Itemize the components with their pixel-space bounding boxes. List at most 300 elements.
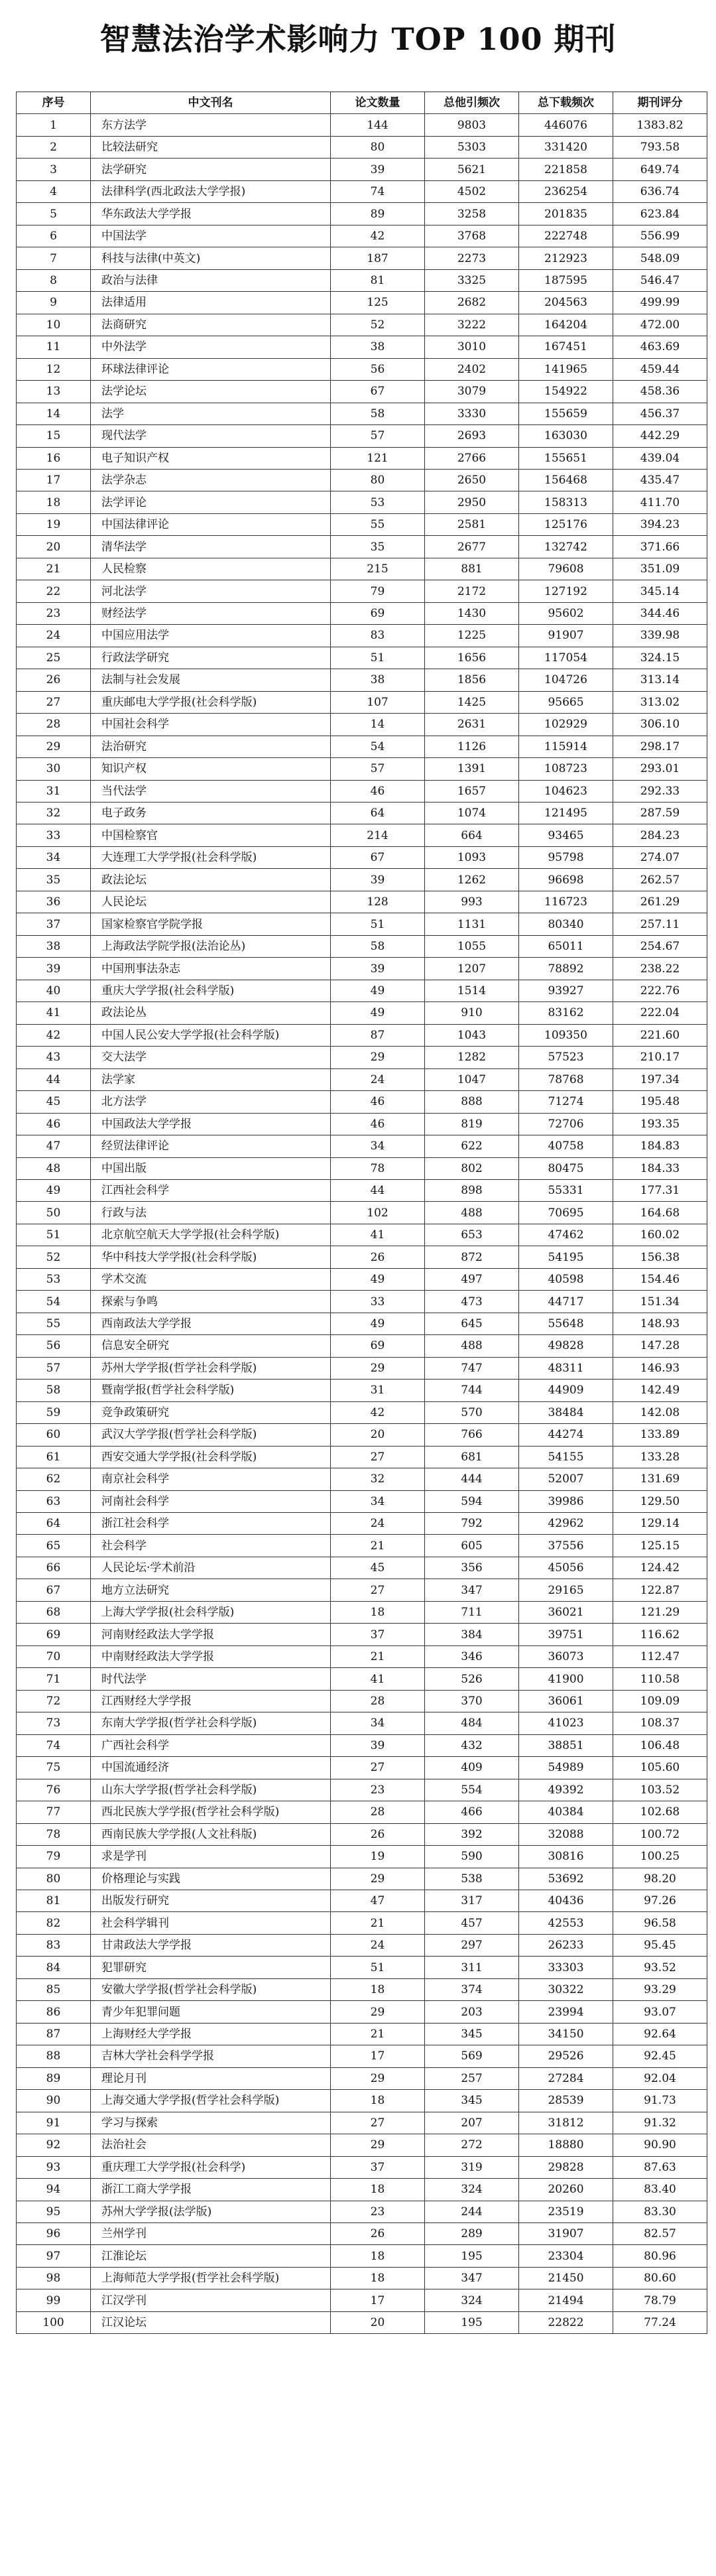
paper-count-cell: 17 bbox=[331, 2289, 425, 2311]
journal-name-cell: 法律科学(西北政法大学学报) bbox=[91, 180, 331, 202]
table-row bbox=[17, 2023, 707, 2045]
score-cell: 109.09 bbox=[613, 1690, 707, 1712]
journal-name-cell: 求是学刊 bbox=[91, 1846, 331, 1868]
citation-count-cell: 2693 bbox=[425, 425, 519, 447]
citation-count-cell: 319 bbox=[425, 2156, 519, 2178]
download-count-cell: 33303 bbox=[519, 1957, 613, 1978]
table-row bbox=[17, 513, 707, 535]
journal-name-cell: 中国刑事法杂志 bbox=[91, 958, 331, 980]
table-row bbox=[17, 1401, 707, 1423]
paper-count-cell: 53 bbox=[331, 491, 425, 513]
rank-cell: 54 bbox=[17, 1291, 91, 1313]
journal-name-cell: 中国人民公安大学学报(社会科学版) bbox=[91, 1024, 331, 1046]
score-cell: 131.69 bbox=[613, 1468, 707, 1490]
score-cell: 254.67 bbox=[613, 935, 707, 957]
rank-cell: 29 bbox=[17, 736, 91, 757]
table-row bbox=[17, 1535, 707, 1557]
score-cell: 156.38 bbox=[613, 1246, 707, 1268]
journal-name-cell: 探索与争鸣 bbox=[91, 1291, 331, 1313]
download-count-cell: 40598 bbox=[519, 1268, 613, 1290]
score-cell: 93.07 bbox=[613, 2001, 707, 2023]
journal-name-cell: 中国法律评论 bbox=[91, 513, 331, 535]
rank-cell: 49 bbox=[17, 1179, 91, 1201]
journal-name-cell: 法学研究 bbox=[91, 159, 331, 180]
citation-count-cell: 346 bbox=[425, 1645, 519, 1667]
paper-count-cell: 27 bbox=[331, 2112, 425, 2134]
citation-count-cell: 2631 bbox=[425, 714, 519, 736]
download-count-cell: 39751 bbox=[519, 1624, 613, 1645]
score-cell: 93.29 bbox=[613, 1978, 707, 2000]
table-row bbox=[17, 1446, 707, 1468]
citation-count-cell: 3768 bbox=[425, 225, 519, 247]
rank-cell: 15 bbox=[17, 425, 91, 447]
score-cell: 122.87 bbox=[613, 1579, 707, 1601]
citation-count-cell: 3222 bbox=[425, 314, 519, 336]
citation-count-cell: 1856 bbox=[425, 669, 519, 691]
paper-count-cell: 80 bbox=[331, 136, 425, 158]
journal-name-cell: 北京航空航天大学学报(社会科学版) bbox=[91, 1224, 331, 1246]
citation-count-cell: 311 bbox=[425, 1957, 519, 1978]
download-count-cell: 72706 bbox=[519, 1113, 613, 1135]
column-header-downloads: 总下载频次 bbox=[519, 92, 613, 114]
score-cell: 95.45 bbox=[613, 1934, 707, 1956]
journal-name-cell: 出版发行研究 bbox=[91, 1890, 331, 1911]
paper-count-cell: 19 bbox=[331, 1846, 425, 1868]
journal-name-cell: 法学家 bbox=[91, 1068, 331, 1090]
score-cell: 210.17 bbox=[613, 1047, 707, 1068]
score-cell: 238.22 bbox=[613, 958, 707, 980]
journal-name-cell: 江汉学刊 bbox=[91, 2289, 331, 2311]
journal-name-cell: 河南财经政法大学学报 bbox=[91, 1624, 331, 1645]
citation-count-cell: 356 bbox=[425, 1557, 519, 1578]
paper-count-cell: 46 bbox=[331, 780, 425, 802]
rank-cell: 18 bbox=[17, 491, 91, 513]
rank-cell: 51 bbox=[17, 1224, 91, 1246]
score-cell: 292.33 bbox=[613, 780, 707, 802]
score-cell: 116.62 bbox=[613, 1624, 707, 1645]
table-row bbox=[17, 2179, 707, 2201]
journal-name-cell: 人民论坛 bbox=[91, 891, 331, 913]
table-row bbox=[17, 247, 707, 269]
journal-name-cell: 中国社会科学 bbox=[91, 714, 331, 736]
journal-name-cell: 社会科学辑刊 bbox=[91, 1912, 331, 1934]
citation-count-cell: 347 bbox=[425, 1579, 519, 1601]
download-count-cell: 21494 bbox=[519, 2289, 613, 2311]
table-row bbox=[17, 1268, 707, 1290]
table-row bbox=[17, 469, 707, 491]
journal-name-cell: 南京社会科学 bbox=[91, 1468, 331, 1490]
table-row bbox=[17, 846, 707, 868]
score-cell: 261.29 bbox=[613, 891, 707, 913]
paper-count-cell: 64 bbox=[331, 803, 425, 824]
rank-cell: 64 bbox=[17, 1513, 91, 1535]
download-count-cell: 31907 bbox=[519, 2223, 613, 2245]
citation-count-cell: 872 bbox=[425, 1246, 519, 1268]
paper-count-cell: 35 bbox=[331, 536, 425, 558]
score-cell: 439.04 bbox=[613, 447, 707, 469]
table-row bbox=[17, 2090, 707, 2112]
journal-name-cell: 江汉论坛 bbox=[91, 2311, 331, 2333]
table-row bbox=[17, 1978, 707, 2000]
score-cell: 164.68 bbox=[613, 1202, 707, 1224]
download-count-cell: 45056 bbox=[519, 1557, 613, 1578]
download-count-cell: 41900 bbox=[519, 1668, 613, 1690]
score-cell: 93.52 bbox=[613, 1957, 707, 1978]
paper-count-cell: 41 bbox=[331, 1224, 425, 1246]
table-row bbox=[17, 1868, 707, 1890]
score-cell: 151.34 bbox=[613, 1291, 707, 1313]
rank-cell: 39 bbox=[17, 958, 91, 980]
rank-cell: 91 bbox=[17, 2112, 91, 2134]
download-count-cell: 141965 bbox=[519, 358, 613, 380]
journal-name-cell: 人民论坛·学术前沿 bbox=[91, 1557, 331, 1578]
paper-count-cell: 78 bbox=[331, 1157, 425, 1179]
paper-count-cell: 24 bbox=[331, 1068, 425, 1090]
paper-count-cell: 29 bbox=[331, 1357, 425, 1379]
journal-name-cell: 政法论坛 bbox=[91, 869, 331, 891]
paper-count-cell: 29 bbox=[331, 2001, 425, 2023]
table-row bbox=[17, 980, 707, 1001]
citation-count-cell: 5621 bbox=[425, 159, 519, 180]
journal-name-cell: 中国出版 bbox=[91, 1157, 331, 1179]
score-cell: 623.84 bbox=[613, 203, 707, 225]
journal-name-cell: 西北民族大学学报(哲学社会科学版) bbox=[91, 1801, 331, 1823]
table-row bbox=[17, 580, 707, 602]
rank-cell: 22 bbox=[17, 580, 91, 602]
download-count-cell: 158313 bbox=[519, 491, 613, 513]
rank-cell: 71 bbox=[17, 1668, 91, 1690]
journal-name-cell: 政治与法律 bbox=[91, 269, 331, 291]
download-count-cell: 40758 bbox=[519, 1135, 613, 1157]
table-row bbox=[17, 647, 707, 669]
journal-name-cell: 法律适用 bbox=[91, 292, 331, 314]
table-row bbox=[17, 1579, 707, 1601]
score-cell: 177.31 bbox=[613, 1179, 707, 1201]
score-cell: 1383.82 bbox=[613, 114, 707, 136]
citation-count-cell: 384 bbox=[425, 1624, 519, 1645]
citation-count-cell: 1262 bbox=[425, 869, 519, 891]
rank-cell: 2 bbox=[17, 136, 91, 158]
rank-cell: 35 bbox=[17, 869, 91, 891]
score-cell: 284.23 bbox=[613, 824, 707, 846]
journal-name-cell: 上海财经大学学报 bbox=[91, 2023, 331, 2045]
download-count-cell: 80340 bbox=[519, 913, 613, 935]
citation-count-cell: 1055 bbox=[425, 935, 519, 957]
score-cell: 92.04 bbox=[613, 2067, 707, 2089]
rank-cell: 50 bbox=[17, 1202, 91, 1224]
citation-count-cell: 1126 bbox=[425, 736, 519, 757]
citation-count-cell: 3325 bbox=[425, 269, 519, 291]
score-cell: 80.60 bbox=[613, 2267, 707, 2289]
download-count-cell: 54155 bbox=[519, 1446, 613, 1468]
table-row bbox=[17, 2156, 707, 2178]
paper-count-cell: 67 bbox=[331, 846, 425, 868]
table-row bbox=[17, 1224, 707, 1246]
score-cell: 83.30 bbox=[613, 2201, 707, 2222]
paper-count-cell: 46 bbox=[331, 1091, 425, 1113]
paper-count-cell: 20 bbox=[331, 1424, 425, 1446]
table-row bbox=[17, 2267, 707, 2289]
score-cell: 154.46 bbox=[613, 1268, 707, 1290]
score-cell: 193.35 bbox=[613, 1113, 707, 1135]
journal-name-cell: 地方立法研究 bbox=[91, 1579, 331, 1601]
download-count-cell: 108723 bbox=[519, 758, 613, 780]
rank-cell: 65 bbox=[17, 1535, 91, 1557]
score-cell: 160.02 bbox=[613, 1224, 707, 1246]
citation-count-cell: 526 bbox=[425, 1668, 519, 1690]
download-count-cell: 96698 bbox=[519, 869, 613, 891]
journal-name-cell: 江淮论坛 bbox=[91, 2245, 331, 2267]
citation-count-cell: 3010 bbox=[425, 336, 519, 358]
rank-cell: 95 bbox=[17, 2201, 91, 2222]
score-cell: 221.60 bbox=[613, 1024, 707, 1046]
download-count-cell: 52007 bbox=[519, 1468, 613, 1490]
journal-name-cell: 江西社会科学 bbox=[91, 1179, 331, 1201]
paper-count-cell: 87 bbox=[331, 1024, 425, 1046]
paper-count-cell: 17 bbox=[331, 2045, 425, 2067]
citation-count-cell: 1207 bbox=[425, 958, 519, 980]
rank-cell: 67 bbox=[17, 1579, 91, 1601]
paper-count-cell: 128 bbox=[331, 891, 425, 913]
score-cell: 306.10 bbox=[613, 714, 707, 736]
score-cell: 287.59 bbox=[613, 803, 707, 824]
column-header-score: 期刊评分 bbox=[613, 92, 707, 114]
download-count-cell: 95602 bbox=[519, 602, 613, 624]
paper-count-cell: 26 bbox=[331, 1823, 425, 1845]
rank-cell: 27 bbox=[17, 691, 91, 713]
citation-count-cell: 370 bbox=[425, 1690, 519, 1712]
score-cell: 195.48 bbox=[613, 1091, 707, 1113]
rank-cell: 96 bbox=[17, 2223, 91, 2245]
table-row bbox=[17, 1624, 707, 1645]
journal-name-cell: 西安交通大学学报(社会科学版) bbox=[91, 1446, 331, 1468]
rank-cell: 30 bbox=[17, 758, 91, 780]
table-row bbox=[17, 958, 707, 980]
download-count-cell: 80475 bbox=[519, 1157, 613, 1179]
download-count-cell: 222748 bbox=[519, 225, 613, 247]
score-cell: 91.32 bbox=[613, 2112, 707, 2134]
citation-count-cell: 622 bbox=[425, 1135, 519, 1157]
citation-count-cell: 484 bbox=[425, 1712, 519, 1734]
journal-name-cell: 华东政法大学学报 bbox=[91, 203, 331, 225]
rank-cell: 77 bbox=[17, 1801, 91, 1823]
journal-name-cell: 东南大学学报(哲学社会科学版) bbox=[91, 1712, 331, 1734]
download-count-cell: 30322 bbox=[519, 1978, 613, 2000]
table-row bbox=[17, 2067, 707, 2089]
score-cell: 92.45 bbox=[613, 2045, 707, 2067]
score-cell: 91.73 bbox=[613, 2090, 707, 2112]
rank-cell: 8 bbox=[17, 269, 91, 291]
citation-count-cell: 2402 bbox=[425, 358, 519, 380]
journal-name-cell: 法治研究 bbox=[91, 736, 331, 757]
paper-count-cell: 26 bbox=[331, 2223, 425, 2245]
citation-count-cell: 2172 bbox=[425, 580, 519, 602]
table-row bbox=[17, 1291, 707, 1313]
paper-count-cell: 29 bbox=[331, 1047, 425, 1068]
paper-count-cell: 46 bbox=[331, 1113, 425, 1135]
table-row bbox=[17, 136, 707, 158]
rank-cell: 89 bbox=[17, 2067, 91, 2089]
download-count-cell: 54195 bbox=[519, 1246, 613, 1268]
rank-cell: 46 bbox=[17, 1113, 91, 1135]
table-row bbox=[17, 1757, 707, 1779]
download-count-cell: 201835 bbox=[519, 203, 613, 225]
download-count-cell: 40384 bbox=[519, 1801, 613, 1823]
download-count-cell: 104726 bbox=[519, 669, 613, 691]
rank-cell: 84 bbox=[17, 1957, 91, 1978]
download-count-cell: 164204 bbox=[519, 314, 613, 336]
score-cell: 344.46 bbox=[613, 602, 707, 624]
journal-name-cell: 时代法学 bbox=[91, 1668, 331, 1690]
score-cell: 442.29 bbox=[613, 425, 707, 447]
citation-count-cell: 324 bbox=[425, 2289, 519, 2311]
paper-count-cell: 26 bbox=[331, 1246, 425, 1268]
rank-cell: 38 bbox=[17, 935, 91, 957]
table-row bbox=[17, 2045, 707, 2067]
table-row bbox=[17, 869, 707, 891]
score-cell: 82.57 bbox=[613, 2223, 707, 2245]
rank-cell: 73 bbox=[17, 1712, 91, 1734]
score-cell: 102.68 bbox=[613, 1801, 707, 1823]
download-count-cell: 83162 bbox=[519, 1002, 613, 1024]
citation-count-cell: 409 bbox=[425, 1757, 519, 1779]
download-count-cell: 93465 bbox=[519, 824, 613, 846]
rank-cell: 79 bbox=[17, 1846, 91, 1868]
score-cell: 274.07 bbox=[613, 846, 707, 868]
citation-count-cell: 488 bbox=[425, 1202, 519, 1224]
journal-name-cell: 价格理论与实践 bbox=[91, 1868, 331, 1890]
citation-count-cell: 2950 bbox=[425, 491, 519, 513]
table-row bbox=[17, 1202, 707, 1224]
download-count-cell: 42962 bbox=[519, 1513, 613, 1535]
journal-name-cell: 环球法律评论 bbox=[91, 358, 331, 380]
paper-count-cell: 42 bbox=[331, 1401, 425, 1423]
column-header-paper-count: 论文数量 bbox=[331, 92, 425, 114]
score-cell: 90.90 bbox=[613, 2134, 707, 2156]
journal-name-cell: 中国法学 bbox=[91, 225, 331, 247]
citation-count-cell: 881 bbox=[425, 558, 519, 580]
table-row bbox=[17, 425, 707, 447]
journal-name-cell: 上海交通大学学报(哲学社会科学版) bbox=[91, 2090, 331, 2112]
score-cell: 142.49 bbox=[613, 1380, 707, 1401]
download-count-cell: 79608 bbox=[519, 558, 613, 580]
rank-cell: 7 bbox=[17, 247, 91, 269]
paper-count-cell: 28 bbox=[331, 1801, 425, 1823]
rank-cell: 78 bbox=[17, 1823, 91, 1845]
table-row bbox=[17, 358, 707, 380]
rank-cell: 94 bbox=[17, 2179, 91, 2201]
citation-count-cell: 1430 bbox=[425, 602, 519, 624]
rank-cell: 63 bbox=[17, 1490, 91, 1512]
rank-cell: 17 bbox=[17, 469, 91, 491]
table-row bbox=[17, 1091, 707, 1113]
citation-count-cell: 711 bbox=[425, 1601, 519, 1623]
download-count-cell: 156468 bbox=[519, 469, 613, 491]
download-count-cell: 95798 bbox=[519, 846, 613, 868]
citation-count-cell: 570 bbox=[425, 1401, 519, 1423]
paper-count-cell: 21 bbox=[331, 1645, 425, 1667]
table-row bbox=[17, 1801, 707, 1823]
table-row bbox=[17, 1179, 707, 1201]
table-row bbox=[17, 1668, 707, 1690]
journal-name-cell: 武汉大学学报(哲学社会科学版) bbox=[91, 1424, 331, 1446]
citation-count-cell: 466 bbox=[425, 1801, 519, 1823]
paper-count-cell: 121 bbox=[331, 447, 425, 469]
score-cell: 313.14 bbox=[613, 669, 707, 691]
journal-name-cell: 当代法学 bbox=[91, 780, 331, 802]
paper-count-cell: 20 bbox=[331, 2311, 425, 2333]
rank-cell: 24 bbox=[17, 625, 91, 647]
rank-cell: 61 bbox=[17, 1446, 91, 1468]
journal-name-cell: 吉林大学社会科学学报 bbox=[91, 2045, 331, 2067]
citation-count-cell: 1093 bbox=[425, 846, 519, 868]
journal-name-cell: 中国应用法学 bbox=[91, 625, 331, 647]
table-row bbox=[17, 558, 707, 580]
table-row bbox=[17, 1335, 707, 1357]
paper-count-cell: 69 bbox=[331, 602, 425, 624]
journal-name-cell: 中外法学 bbox=[91, 336, 331, 358]
score-cell: 100.72 bbox=[613, 1823, 707, 1845]
paper-count-cell: 34 bbox=[331, 1135, 425, 1157]
table-row bbox=[17, 1779, 707, 1801]
journal-name-cell: 重庆大学学报(社会科学版) bbox=[91, 980, 331, 1001]
rank-cell: 4 bbox=[17, 180, 91, 202]
citation-count-cell: 3258 bbox=[425, 203, 519, 225]
table-row bbox=[17, 2311, 707, 2333]
rank-cell: 1 bbox=[17, 114, 91, 136]
score-cell: 133.28 bbox=[613, 1446, 707, 1468]
score-cell: 129.14 bbox=[613, 1513, 707, 1535]
rank-cell: 48 bbox=[17, 1157, 91, 1179]
table-row bbox=[17, 2201, 707, 2222]
table-row bbox=[17, 292, 707, 314]
download-count-cell: 65011 bbox=[519, 935, 613, 957]
rank-cell: 37 bbox=[17, 913, 91, 935]
journal-name-cell: 大连理工大学学报(社会科学版) bbox=[91, 846, 331, 868]
rank-cell: 9 bbox=[17, 292, 91, 314]
paper-count-cell: 29 bbox=[331, 2067, 425, 2089]
download-count-cell: 125176 bbox=[519, 513, 613, 535]
paper-count-cell: 83 bbox=[331, 625, 425, 647]
rank-cell: 20 bbox=[17, 536, 91, 558]
score-cell: 78.79 bbox=[613, 2289, 707, 2311]
paper-count-cell: 23 bbox=[331, 2201, 425, 2222]
score-cell: 92.64 bbox=[613, 2023, 707, 2045]
journal-name-cell: 苏州大学学报(法学版) bbox=[91, 2201, 331, 2222]
score-cell: 98.20 bbox=[613, 1868, 707, 1890]
citation-count-cell: 1131 bbox=[425, 913, 519, 935]
table-row bbox=[17, 1380, 707, 1401]
table-row bbox=[17, 625, 707, 647]
table-row bbox=[17, 758, 707, 780]
paper-count-cell: 69 bbox=[331, 1335, 425, 1357]
download-count-cell: 27284 bbox=[519, 2067, 613, 2089]
rank-cell: 53 bbox=[17, 1268, 91, 1290]
table-row bbox=[17, 1047, 707, 1068]
download-count-cell: 115914 bbox=[519, 736, 613, 757]
citation-count-cell: 207 bbox=[425, 2112, 519, 2134]
rank-cell: 93 bbox=[17, 2156, 91, 2178]
score-cell: 105.60 bbox=[613, 1757, 707, 1779]
paper-count-cell: 80 bbox=[331, 469, 425, 491]
download-count-cell: 30816 bbox=[519, 1846, 613, 1868]
journal-name-cell: 法制与社会发展 bbox=[91, 669, 331, 691]
paper-count-cell: 58 bbox=[331, 935, 425, 957]
paper-count-cell: 79 bbox=[331, 580, 425, 602]
citation-count-cell: 819 bbox=[425, 1113, 519, 1135]
score-cell: 293.01 bbox=[613, 758, 707, 780]
paper-count-cell: 27 bbox=[331, 1579, 425, 1601]
